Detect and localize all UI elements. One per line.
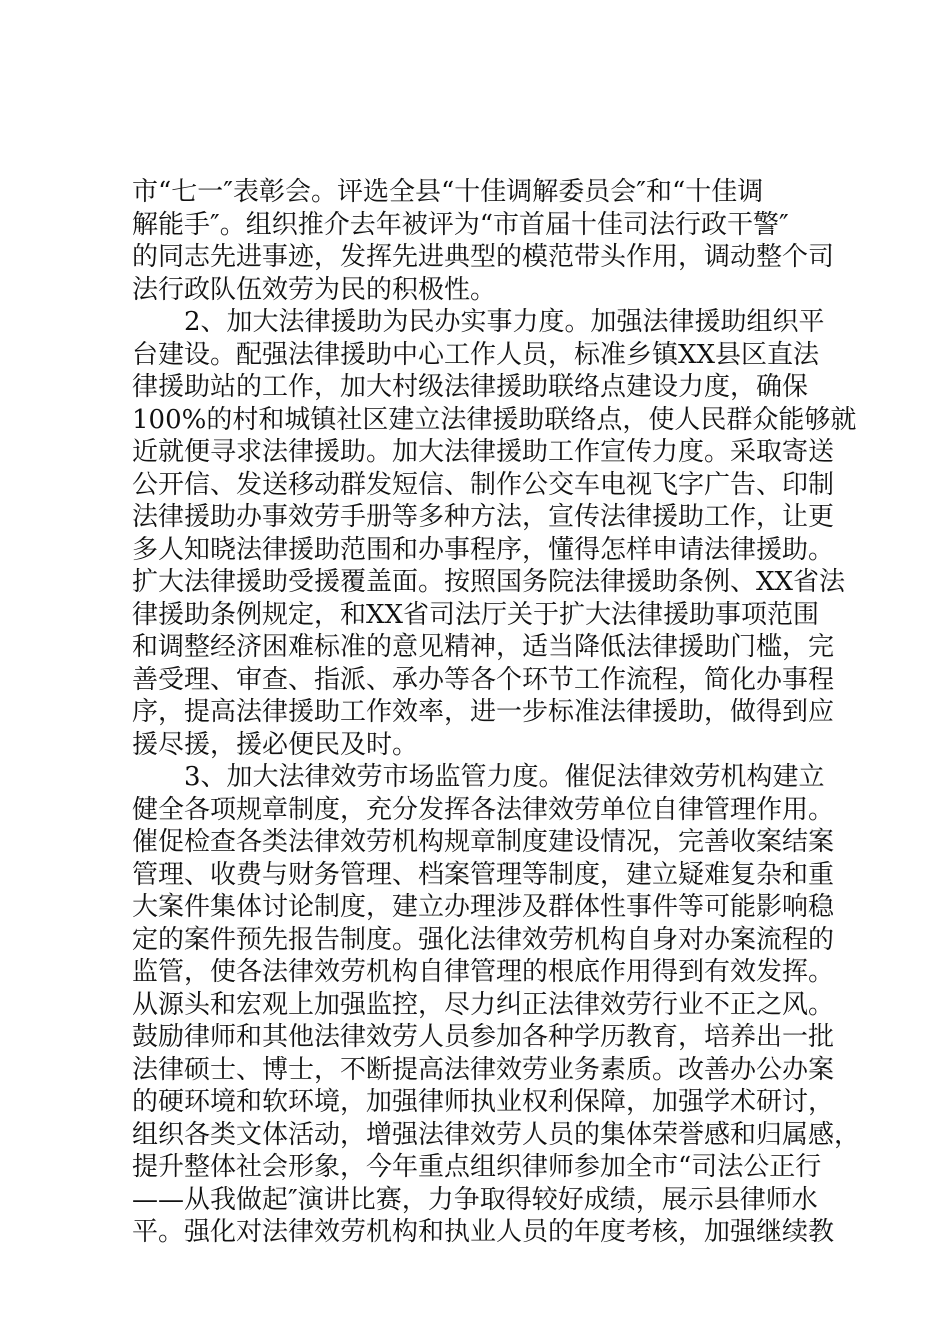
text-line: 100%的村和城镇社区建立法律援助联络点，使人民群众能够就: [132, 404, 857, 435]
text-line: 定的案件预先报告制度。强化法律效劳机构自身对办案流程的: [132, 924, 835, 955]
text-line: 鼓励律师和其他法律效劳人员参加各种学历教育，培养出一批: [132, 1022, 835, 1052]
text-line: 序，提高法律援助工作效率，进一步标准法律援助，做得到应: [132, 697, 835, 727]
text-line: 健全各项规章制度，充分发挥各法律效劳单位自律管理作用。: [132, 794, 835, 825]
text-line: 2、加大法律援助为民办实事力度。加强法律援助组织平: [132, 307, 825, 337]
text-line: 法行政队伍效劳为民的积极性。: [132, 274, 497, 305]
text-line: 律援助站的工作，加大村级法律援助联络点建设力度，确保: [132, 372, 809, 402]
text-line: 从源头和宏观上加强监控，尽力纠正法律效劳行业不正之风。: [132, 989, 835, 1020]
text-line: 善受理、审查、指派、承办等各个环节工作流程，简化办事程: [132, 664, 835, 695]
text-line: 律援助条例规定，和XX省司法厅关于扩大法律援助事项范围: [132, 599, 820, 630]
text-line: 公开信、发送移动群发短信、制作公交车电视飞字广告、印制: [132, 469, 835, 500]
text-line: 扩大法律援助受援覆盖面。按照国务院法律援助条例、XX省法: [132, 567, 846, 597]
text-line: 催促检查各类法律效劳机构规章制度建设情况，完善收案结案: [132, 827, 835, 857]
text-line: 和调整经济困难标准的意见精神，适当降低法律援助门槛，完: [132, 632, 835, 662]
text-line: 管理、收费与财务管理、档案管理等制度，建立疑难复杂和重: [132, 859, 835, 890]
text-line: ——从我做起″演讲比赛，力争取得较好成绩，展示县律师水: [132, 1184, 818, 1215]
text-line: 近就便寻求法律援助。加大法律援助工作宣传力度。采取寄送: [132, 437, 835, 467]
text-line: 解能手″。组织推介去年被评为“市首届十佳司法行政干警″: [132, 209, 789, 240]
text-line: 监管，使各法律效劳机构自律管理的根底作用得到有效发挥。: [132, 957, 835, 987]
text-line: 平。强化对法律效劳机构和执业人员的年度考核，加强继续教: [132, 1217, 835, 1247]
text-line: 法律援助办事效劳手册等多种方法，宣传法律援助工作，让更: [132, 502, 835, 532]
text-line: 多人知晓法律援助范围和办事程序，懂得怎样申请法律援助。: [132, 534, 835, 565]
text-line: 3、加大法律效劳市场监管力度。催促法律效劳机构建立: [132, 762, 825, 792]
text-line: 的同志先进事迹，发挥先进典型的模范带头作用，调动整个司: [132, 242, 835, 272]
text-line: 大案件集体讨论制度，建立办理涉及群体性事件等可能影响稳: [132, 892, 835, 922]
text-line: 台建设。配强法律援助中心工作人员，标准乡镇XX县区直法: [132, 339, 820, 370]
text-line: 的硬环境和软环境，加强律师执业权利保障，加强学术研讨，: [132, 1087, 835, 1117]
text-line: 提升整体社会形象，今年重点组织律师参加全市“司法公正行: [132, 1152, 822, 1182]
text-line: 法律硕士、博士，不断提高法律效劳业务素质。改善办公办案: [132, 1054, 835, 1085]
text-line: 援尽援，援必便民及时。: [132, 729, 419, 760]
text-line: 组织各类文体活动，增强法律效劳人员的集体荣誉感和归属感，: [132, 1119, 861, 1150]
text-line: 市“七一″表彰会。评选全县“十佳调解委员会″和“十佳调: [132, 177, 764, 207]
document-body-text: [132, 176, 861, 1249]
